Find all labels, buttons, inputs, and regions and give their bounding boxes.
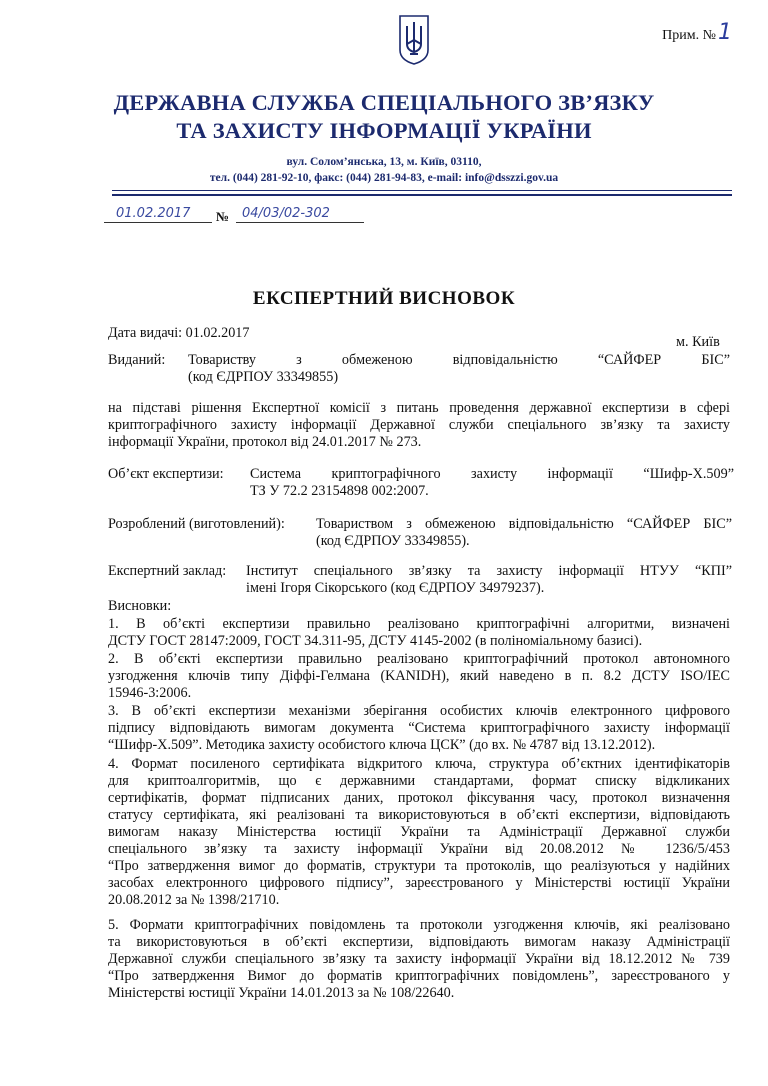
conclusion-line: сертифікатів, формат підписаних даних, протокол фіксування часу, протокол визначення (108, 790, 730, 806)
annex-label: Прим. № (662, 28, 716, 43)
issue-city: м. Київ (676, 334, 720, 350)
document-title: ЕКСПЕРТНИЙ ВИСНОВОК (252, 288, 516, 309)
basis-line: інформації України, протокол від 24.01.2017 № 273. (108, 434, 422, 450)
registration-number-line (236, 204, 364, 223)
issued-to-line1: Товариству з обмеженою відповідальністю “САЙФЕР БІС” (188, 352, 730, 368)
conclusion-line: узгодження ключів типу Діффі-Гелмана (KANIDH), який наведено в п. 8.2 ДСТУ ISO/IEC (108, 668, 730, 684)
conclusions-label: Висновки: (108, 598, 172, 614)
expert-institution-line2: імені Ігоря Сікорського (код ЄДРПОУ 34979237). (246, 580, 545, 596)
basis-line: на підставі рішення Експертної комісії з питань проведення державної експертизи в сфері (108, 400, 730, 416)
issue-date: Дата видачі: 01.02.2017 (108, 325, 250, 341)
developer-line1: Товариством з обмеженою відповідальністю “САЙФЕР БІС” (316, 516, 732, 532)
object-line2: ТЗ У 72.2 23154898 002:2007. (250, 483, 429, 499)
object-label: Об’єкт експертизи: (108, 466, 224, 482)
conclusion-line: статусу сертифіката, які реалізовані та використовуються в об’єкті експертизи, відповідають (108, 807, 730, 823)
org-name-line2: ТА ЗАХИСТУ ІНФОРМАЦІЇ УКРАЇНИ (176, 118, 592, 143)
registration-date-line (104, 204, 212, 223)
conclusion-line: 1. В об’єкті експертизи правильно реалізовано криптографічні алгоритми, визначені (108, 616, 730, 632)
conclusion-line: “Шифр-Х.509”. Методика захисту особистого ключа ЦСК” (до вх. № 4787 від 13.12.2012). (108, 737, 656, 753)
conclusion-line: засобах електронного цифрового підпису”, зареєстрованого у Міністерстві юстиції України (108, 875, 730, 891)
developer-label: Розроблений (виготовлений): (108, 516, 285, 532)
header-rule-thick (112, 194, 732, 196)
org-address: вул. Солом’янська, 13, м. Київ, 03110, (286, 156, 482, 168)
registration-number: 04/03/02-302 (242, 206, 330, 221)
conclusion-line: 3. В об’єкті експертизи механізми зберігання особистих ключів електронного цифрового (108, 703, 730, 719)
issued-to-line2: (код ЄДРПОУ 33349855) (188, 369, 339, 385)
conclusion-line: та використовуються в об’єкті експертизи, відповідають вимогам наказу Адміністрації (108, 934, 730, 950)
conclusion-line: 2. В об’єкті експертизи правильно реалізовано криптографічний протокол автономного (108, 651, 730, 667)
basis-line: криптографічного захисту інформації Державної служби спеціального зв’язку та захисту (108, 417, 730, 433)
object-line1: Система криптографічного захисту інформації “Шифр-Х.509” (250, 466, 734, 482)
conclusion-line: спеціального зв’язку та захисту інформації України від 20.08.2012 № 1236/5/453 (108, 841, 730, 857)
conclusion-line: вимогам наказу Міністерства юстиції України та Адміністрації Державної служби (108, 824, 730, 840)
expert-institution-line1: Інститут спеціального зв’язку та захисту інформації НТУУ “КПІ” (246, 563, 732, 579)
conclusion-line: Державної служби спеціального зв’язку та захисту інформації України від 18.12.2012 № 739 (108, 951, 730, 967)
developer-line2: (код ЄДРПОУ 33349855). (316, 533, 470, 549)
registration-date: 01.02.2017 (116, 206, 191, 221)
conclusion-line: “Про затвердження вимог до форматів, структури та протоколів, що реалізуються у надійних (108, 858, 730, 874)
trident-emblem-icon (398, 14, 430, 66)
conclusion-line: 15946-3:2006. (108, 685, 192, 701)
org-contacts: тел. (044) 281-92-10, факс: (044) 281-94-83, e-mail: info@dsszzi.gov.ua (209, 172, 559, 184)
org-name-line1: ДЕРЖАВНА СЛУЖБА СПЕЦІАЛЬНОГО ЗВ’ЯЗКУ (113, 90, 655, 115)
issued-to-label: Виданий: (108, 352, 166, 368)
annex-mark (662, 20, 732, 45)
header-rule-thin (112, 190, 732, 191)
conclusion-line: 20.08.2012 за № 1398/21710. (108, 892, 280, 908)
registration-number-label: № (216, 209, 230, 224)
expert-institution-label: Експертний заклад: (108, 563, 227, 579)
conclusion-line: “Про затвердження Вимог до форматів криптографічних повідомлень”, зареєстрованого у (108, 968, 730, 984)
conclusion-line: 4. Формат посиленого сертифіката відкритого ключа, структура об’єктних ідентифікаторів (108, 756, 730, 772)
conclusion-line: ДСТУ ГОСТ 28147:2009, ГОСТ 34.311-95, ДСТУ 4145-2002 (в поліноміальному базисі). (108, 633, 643, 649)
conclusion-line: Міністерстві юстиції України 14.01.2013 за № 108/22640. (108, 985, 455, 1001)
conclusion-line: 5. Формати криптографічних повідомлень та протоколи узгодження ключів, які реалізовано (108, 917, 730, 933)
annex-number: 1 (718, 20, 732, 45)
conclusion-line: для криптоалгоритмів, що є державними стандартами, формат списку відкликаних (108, 773, 730, 789)
conclusion-line: підпису відповідають вимогам документа “Система криптографічного захисту інформації (108, 720, 730, 736)
